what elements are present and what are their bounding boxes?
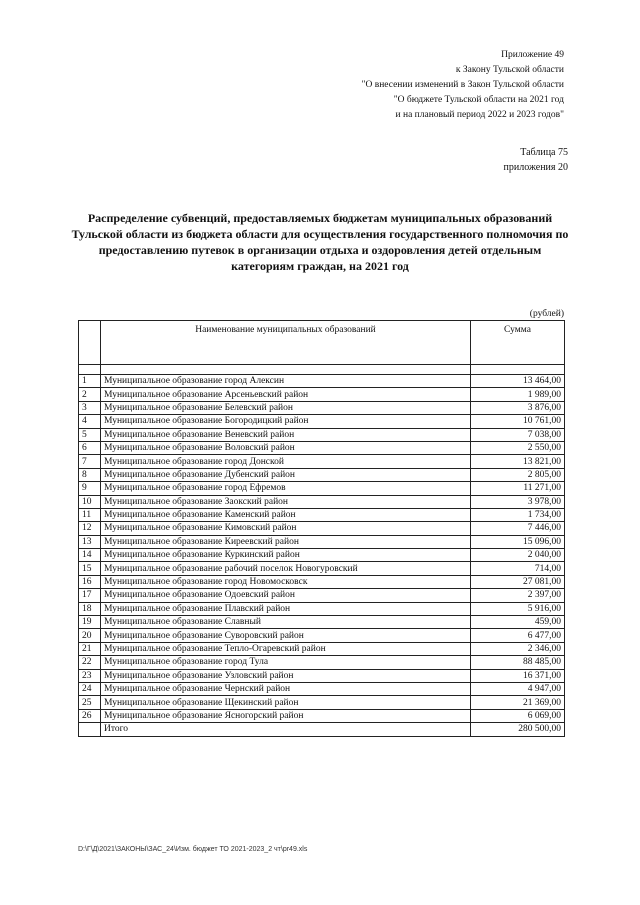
row-number: 12 [79, 522, 101, 535]
municipality-name: Муниципальное образование Белевский район [101, 401, 471, 414]
municipality-name: Муниципальное образование Узловский район [101, 669, 471, 682]
municipality-name: Муниципальное образование город Новомосковск [101, 575, 471, 588]
appendix-line: "О внесении изменений в Закон Тульской области [361, 80, 564, 90]
table-row [79, 696, 565, 709]
row-number: 23 [79, 669, 101, 682]
header-sum-cell: Сумма [471, 321, 565, 365]
row-number: 21 [79, 642, 101, 655]
row-number: 26 [79, 709, 101, 722]
row-number: 22 [79, 656, 101, 669]
row-number: 1 [79, 375, 101, 388]
row-number: 3 [79, 401, 101, 414]
table-reference [504, 145, 568, 175]
row-number: 13 [79, 535, 101, 548]
municipality-name: Муниципальное образование Дубенский район [101, 468, 471, 481]
municipality-name: Муниципальное образование Ясногорский район [101, 709, 471, 722]
appendix-line: Приложение 49 [501, 50, 564, 60]
municipality-name: Муниципальное образование Чернский район [101, 682, 471, 695]
table-row [79, 669, 565, 682]
row-number: 14 [79, 549, 101, 562]
row-number: 10 [79, 495, 101, 508]
header-number-cell [79, 321, 101, 365]
row-number: 24 [79, 682, 101, 695]
municipality-name: Муниципальное образование Каменский район [101, 508, 471, 521]
table-header-row [79, 321, 565, 365]
row-number: 11 [79, 508, 101, 521]
municipality-name: Муниципальное образование город Донской [101, 455, 471, 468]
row-sum: 15 096,00 [471, 535, 565, 548]
table-row [79, 428, 565, 441]
row-number: 9 [79, 482, 101, 495]
row-sum: 714,00 [471, 562, 565, 575]
row-number: 8 [79, 468, 101, 481]
table-row [79, 629, 565, 642]
row-sum: 13 464,00 [471, 375, 565, 388]
table-row [79, 602, 565, 615]
total-number-cell [79, 723, 101, 736]
row-sum: 2 805,00 [471, 468, 565, 481]
municipality-name: Муниципальное образование Кимовский район [101, 522, 471, 535]
municipality-name: Муниципальное образование Арсеньевский район [101, 388, 471, 401]
row-sum: 6 477,00 [471, 629, 565, 642]
row-number: 6 [79, 441, 101, 454]
table-row [79, 415, 565, 428]
table-row [79, 589, 565, 602]
table-row [79, 388, 565, 401]
row-sum: 1 989,00 [471, 388, 565, 401]
appendix-line: к Закону Тульской области [455, 65, 564, 75]
row-sum: 88 485,00 [471, 656, 565, 669]
municipality-name: Муниципальное образование Тепло-Огаревский район [101, 642, 471, 655]
municipality-name: Муниципальное образование Плавский район [101, 602, 471, 615]
table-row [79, 616, 565, 629]
table-row [79, 401, 565, 414]
spacer-cell [471, 365, 565, 375]
row-number: 20 [79, 629, 101, 642]
appendix-line: "О бюджете Тульской области на 2021 год [393, 95, 564, 105]
row-sum: 4 947,00 [471, 682, 565, 695]
row-sum: 27 081,00 [471, 575, 565, 588]
row-sum: 16 371,00 [471, 669, 565, 682]
table-row [79, 682, 565, 695]
total-label: Итого [101, 723, 471, 736]
row-number: 16 [79, 575, 101, 588]
total-row [79, 723, 565, 736]
municipality-name: Муниципальное образование Веневский район [101, 428, 471, 441]
file-path-footer: D:\Г\Д\2021\ЗАКОНЫ\ЗАС_24\Изм. бюджет ТО 2021-2023_2 чт\pr49.xls [78, 846, 308, 853]
table-row [79, 642, 565, 655]
row-number: 18 [79, 602, 101, 615]
table-row [79, 495, 565, 508]
row-number: 4 [79, 415, 101, 428]
municipality-name: Муниципальное образование Суворовский район [101, 629, 471, 642]
table-row [79, 709, 565, 722]
spacer-cell [101, 365, 471, 375]
row-sum: 2 397,00 [471, 589, 565, 602]
units-label: (рублей) [529, 309, 564, 319]
table-appendix: приложения 20 [503, 162, 568, 173]
row-number: 15 [79, 562, 101, 575]
row-sum: 21 369,00 [471, 696, 565, 709]
municipality-name: Муниципальное образование рабочий поселок Новогуровский [101, 562, 471, 575]
row-sum: 11 271,00 [471, 482, 565, 495]
municipality-name: Муниципальное образование Киреевский район [101, 535, 471, 548]
table-row [79, 535, 565, 548]
municipality-name: Муниципальное образование Заокский район [101, 495, 471, 508]
table-row [79, 468, 565, 481]
table-row [79, 549, 565, 562]
municipality-name: Муниципальное образование Куркинский район [101, 549, 471, 562]
row-sum: 3 876,00 [471, 401, 565, 414]
row-sum: 459,00 [471, 616, 565, 629]
appendix-line: и на плановый период 2022 и 2023 годов" [395, 110, 564, 120]
spacer-cell [79, 365, 101, 375]
table-row [79, 482, 565, 495]
row-sum: 5 916,00 [471, 602, 565, 615]
row-sum: 13 821,00 [471, 455, 565, 468]
row-number: 19 [79, 616, 101, 629]
table-row [79, 562, 565, 575]
header-name-cell: Наименование муниципальных образований [101, 321, 471, 365]
total-sum: 280 500,00 [471, 723, 565, 736]
row-number: 2 [79, 388, 101, 401]
table-row [79, 508, 565, 521]
municipality-name: Муниципальное образование Щекинский район [101, 696, 471, 709]
row-sum: 10 761,00 [471, 415, 565, 428]
municipality-name: Муниципальное образование город Алексин [101, 375, 471, 388]
municipality-name: Муниципальное образование Богородицкий район [101, 415, 471, 428]
row-number: 7 [79, 455, 101, 468]
municipality-name: Муниципальное образование город Ефремов [101, 482, 471, 495]
row-number: 17 [79, 589, 101, 602]
appendix-block [304, 48, 564, 123]
row-sum: 1 734,00 [471, 508, 565, 521]
document-title: Распределение субвенций, предоставляемых бюджетам муниципальных образований Тульской области из бюджета области для осуществления государственного полномочия по предоставлению путевок в организации отдыха и оздоровления детей отдельным категориям граждан, на 2021 год [71, 211, 569, 273]
municipality-name: Муниципальное образование Одоевский район [101, 589, 471, 602]
row-number: 5 [79, 428, 101, 441]
table-row [79, 375, 565, 388]
table-row [79, 441, 565, 454]
allocation-table [78, 320, 565, 737]
row-sum: 3 978,00 [471, 495, 565, 508]
table-number: Таблица 75 [520, 147, 568, 158]
municipality-name: Муниципальное образование Воловский район [101, 441, 471, 454]
row-sum: 7 038,00 [471, 428, 565, 441]
row-sum: 6 069,00 [471, 709, 565, 722]
municipality-name: Муниципальное образование город Тула [101, 656, 471, 669]
table-row [79, 522, 565, 535]
municipality-name: Муниципальное образование Славный [101, 616, 471, 629]
row-sum: 7 446,00 [471, 522, 565, 535]
row-sum: 2 550,00 [471, 441, 565, 454]
row-sum: 2 346,00 [471, 642, 565, 655]
table-row [79, 455, 565, 468]
table-row [79, 575, 565, 588]
table-row [79, 656, 565, 669]
row-number: 25 [79, 696, 101, 709]
row-sum: 2 040,00 [471, 549, 565, 562]
table-spacer-row [79, 365, 565, 375]
